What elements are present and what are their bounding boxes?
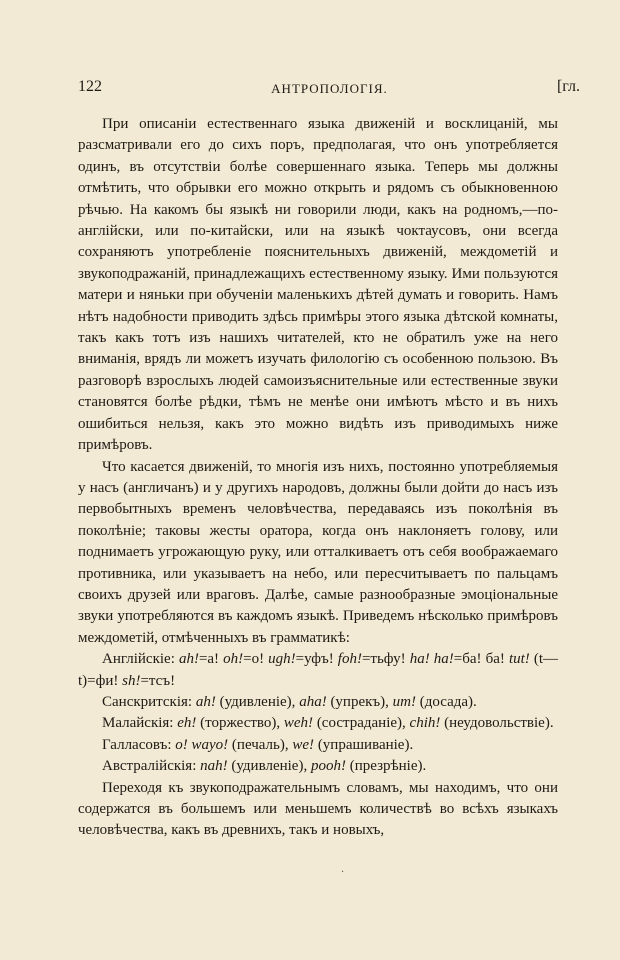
paragraph-1: При описаніи естественнаго языка движеній и восклицаній, мы разсматривали его до сихъ поръ, предполагая, что онъ употребляется одинъ, въ отсутствіи болѣе совершеннаго языка. Теперь мы должны отмѣтить, что обрывки его можно открыть и рядомъ съ обыкновенною рѣчью. На какомъ бы языкѣ ни говорили люди, какъ на родномъ,—по-англійски, или по-китайски, или на языкѣ чоктаусовъ, они всегда сохраняютъ употребленіе пояснительныхъ движеній, междометій и звукоподражаній, принадлежащихъ естественному языку. Ими пользуются матери и няньки при обученіи маленькихъ дѣтей думать и говорить. Намъ нѣтъ надобности приводить здѣсь примѣры этого языка дѣтской комнаты, такъ какъ тотъ изъ нашихъ читателей, кто не обратилъ уже на него вниманія, врядъ ли можетъ изучать филологію съ особенною пользою. Въ разговорѣ взрослыхъ людей самоизъяснительные или естественные звуки становятся болѣе рѣдки, тѣмъ не менѣе они имѣютъ мѣсто и въ нихъ ошибиться нельзя, какъ это можно видѣть изъ приводимыхъ ниже примѣровъ.	[78, 116, 558, 454]
chapter-mark: [гл.	[556, 78, 580, 95]
page-number: 122	[78, 78, 102, 95]
page-body	[78, 114, 558, 842]
example-australian: Австралійскія: nah! (удивленіе), pooh! (презрѣніе).	[102, 758, 427, 775]
example-malay: Малайскія: eh! (торжество), weh! (состраданіе), chih! (неудовольствіе).	[102, 715, 554, 732]
example-english: Англійскіе: ah!=а! oh!=о! ugh!=уфъ! foh!=тьфу! ha! ha!=ба! ба! tut! (t—t)=фи! sh!=тсъ!	[78, 651, 559, 689]
running-title: АНТРОПОЛОГІЯ.	[271, 81, 388, 96]
paragraph-3: Переходя къ звукоподражательнымъ словамъ, мы находимъ, что они содержатся въ большемъ или меньшемъ количествѣ во всѣхъ языкахъ человѣчества, какъ въ древнихъ, такъ и новыхъ,	[78, 779, 558, 839]
example-galla: Галласовъ: o! wayo! (печаль), we! (упрашиваніе).	[102, 736, 414, 753]
example-sanskrit: Санскритскія: ah! (удивленіе), aha! (упрекъ), um! (досада).	[102, 693, 477, 710]
running-header	[78, 78, 580, 97]
footer-mark: ·	[341, 867, 345, 878]
paragraph-2: Что касается движеній, то многія изъ нихъ, постоянно употребляемыя у насъ (англичанъ) и у другихъ народовъ, должны были дойти до насъ изъ первобытныхъ временъ человѣчества, передаваясь изъ поколѣнія въ поколѣніе; таковы жесты оратора, когда онъ наклоняетъ голову, или поднимаетъ угрожающую руку, или отталкиваетъ отъ себя воображаемаго противника, или указываетъ на небо, или пересчитываетъ по пальцамъ своихъ друзей или враговъ. Далѣе, самые разнообразные эмоціональные звуки употребляются въ каждомъ языкѣ. Приведемъ нѣсколько примѣровъ междометій, отмѣченныхъ въ грамматикѣ:	[78, 458, 558, 646]
